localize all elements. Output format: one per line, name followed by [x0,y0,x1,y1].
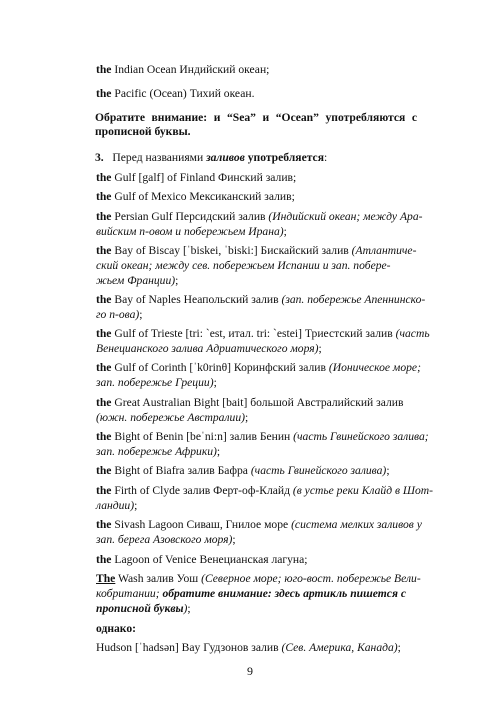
list-item-continuation: ландии); [96,499,138,512]
list-item-continuation: кобритании; обратите внимание: здесь артикль пишется с [96,587,406,600]
list-item-continuation: зап. побережье Греции); [96,376,217,389]
list-item: The Wash залив Уош (Северное море; юго-вост. побережье Вели- [96,572,421,585]
list-item-continuation: (южн. побережье Австралии); [96,411,249,424]
list-item: the Gulf [galf] of Finland Финский залив; [96,171,297,184]
list-item-continuation: ский океан; между сев. побережьем Испании и зап. побере- [96,259,391,272]
list-item: the Great Australian Bight [bait] большой Австралийский залив [96,396,404,409]
list-item: the Gulf of Corinth [ˈk0rinθ] Коринфский залив (Ионическое море; [96,361,421,374]
page-number: 9 [247,664,253,678]
list-item: the Lagoon of Venice Венецианская лагуна; [96,553,308,566]
exception-label: однако: [96,622,136,635]
list-item-continuation: зап. берега Азовского моря); [96,533,236,546]
list-item-continuation: вийским п-овом и побережьем Ирана); [96,225,287,238]
list-item: the Bight of Benin [beˈni:n] залив Бенин (часть Гвинейского залива; [96,430,429,443]
list-item-continuation: Венецианского залива Адриатического моря); [96,342,322,355]
note-paragraph: Обратите внимание: и “Sea” и “Ocean” употребляются с прописной буквы. [95,111,417,138]
list-item: the Bay of Naples Неапольский залив (зап. побережье Апеннинско- [96,293,426,306]
list-item-continuation: го п-ова); [96,308,143,321]
list-item: the Bight of Biafra залив Бафра (часть Гвинейского залива); [96,464,390,477]
list-item: the Indian Ocean Индийский океан; [96,63,270,76]
list-item-continuation: зап. побережье Африки); [96,445,221,458]
list-item: the Bay of Biscay [ˈbiskei, ˈbiski:] Бискайский залив (Атлантиче- [96,244,417,257]
list-item-continuation: прописной буквы); [96,602,191,615]
list-item: the Gulf of Trieste [tri: ˋest, итал. tri: ˋestei] Триестский залив (часть [96,327,430,340]
list-item: the Persian Gulf Персидский залив (Индийский океан; между Ара- [96,210,423,223]
section-heading: 3. Перед названиями заливов употребляется: [95,151,328,164]
list-item: the Sivash Lagoon Сиваш, Гнилое море (система мелких заливов у [96,518,422,531]
list-item-continuation: жьем Франции); [96,274,179,287]
list-item: Hudson [ˈhadsən] Bay Гудзонов залив (Сев. Америка, Канада); [96,641,401,654]
list-item: the Pacific (Ocean) Тихий океан. [96,87,255,100]
list-item: the Gulf of Mexico Мексиканский залив; [96,190,295,203]
list-item: the Firth of Clyde залив Ферт-оф-Клайд (в устье реки Клайд в Шот- [96,484,434,497]
